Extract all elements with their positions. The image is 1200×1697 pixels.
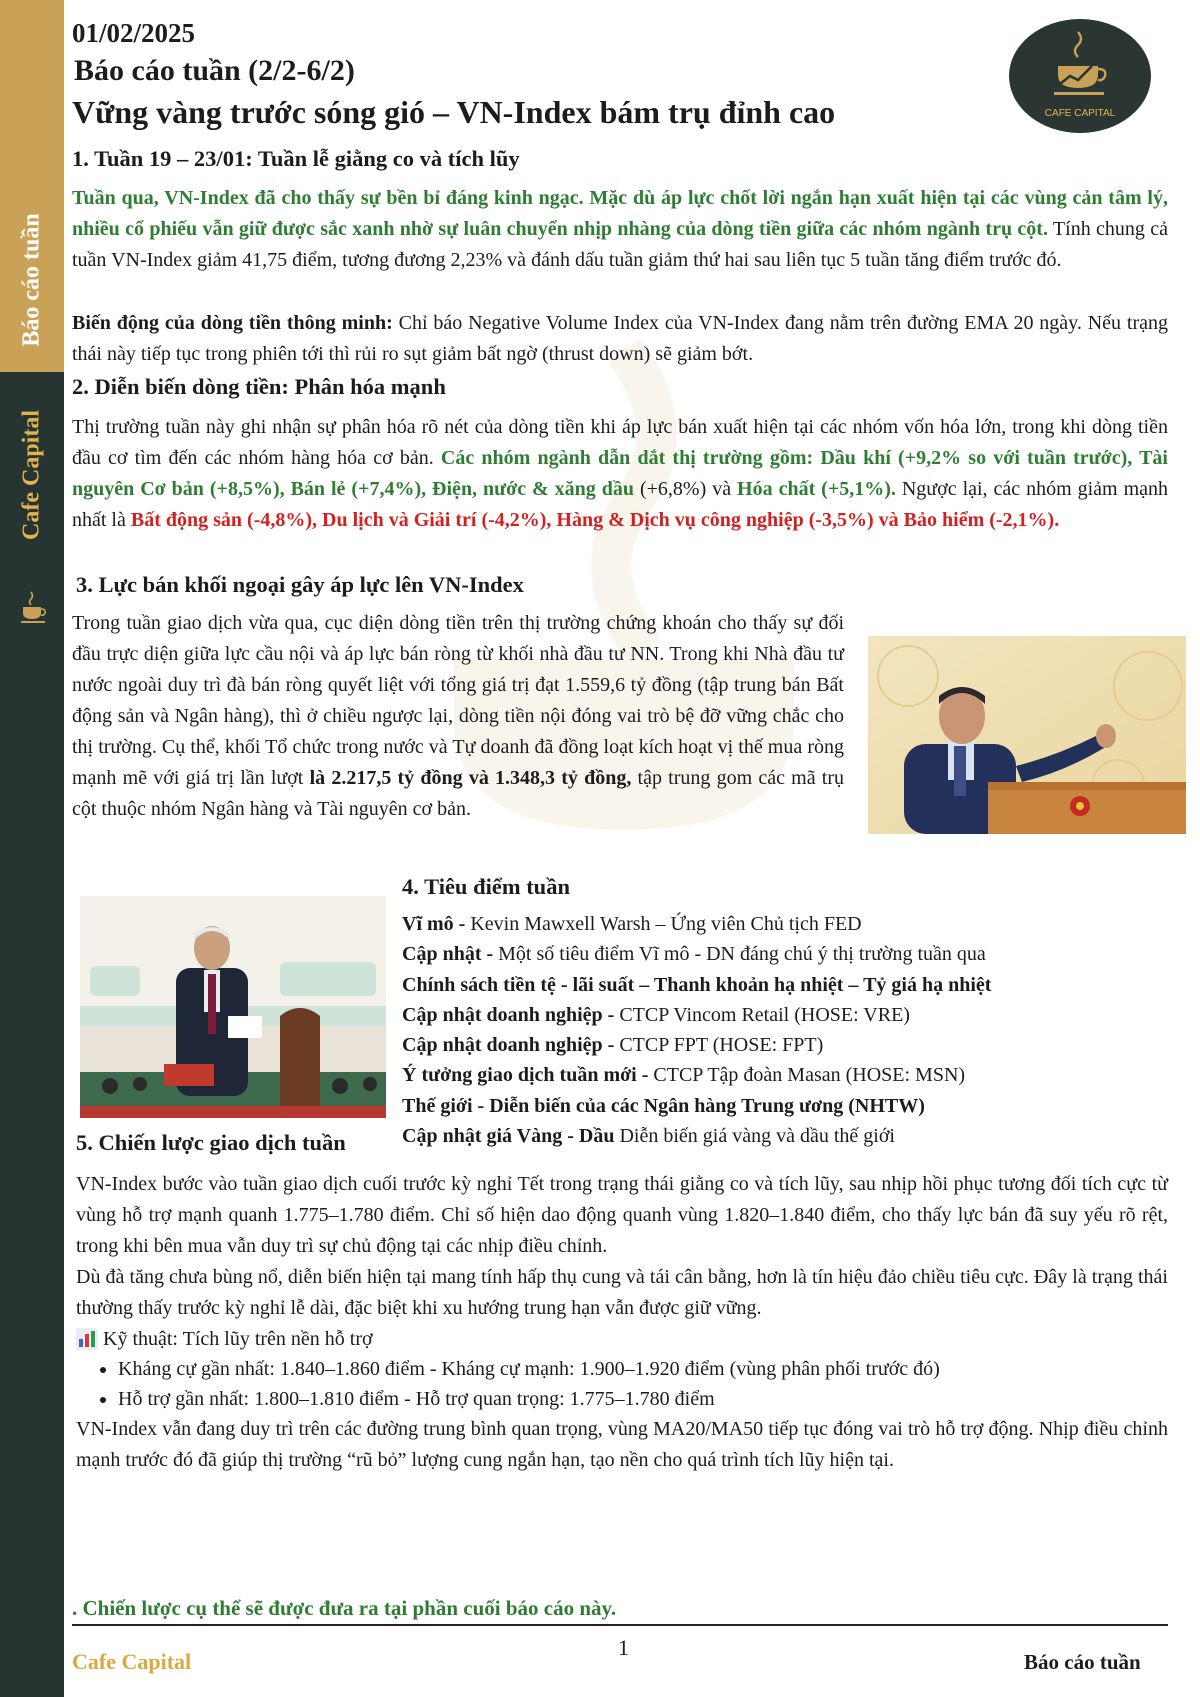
section2-text-3: Ngược lại, các nhóm giảm mạnh nhất là xyxy=(72,478,1169,531)
section1-highlight: Tuần qua, VN-Index đã cho thấy sự bền bỉ đáng kinh ngạc. Mặc dù áp lực chốt lời ngắn hạn xuất hiện tại các vùng cản tâm lý, nhiều cổ phiếu vẫn giữ được sắc xanh nhờ sự luân chuyển nhịp nhàng của dòng tiền giữa các nhóm ngành trụ cột. xyxy=(72,187,1168,240)
footer-report-label: Báo cáo tuần xyxy=(1024,1650,1141,1674)
section3-heading: 3. Lực bán khối ngoại gây áp lực lên VN-Index xyxy=(76,572,524,597)
photo-meeting-speaker xyxy=(80,896,386,1118)
support-levels: • Hỗ trợ gần nhất: 1.800–1.810 điểm - Hỗ trợ quan trọng: 1.775–1.780 điểm xyxy=(118,1384,1168,1414)
focus-item-monetary-policy: Chính sách tiền tệ - lãi suất – Thanh khoản hạ nhiệt – Tỷ giá hạ nhiệt xyxy=(402,973,992,996)
section2-text: Thị trường tuần này ghi nhận sự phân hóa rõ nét của dòng tiền khi áp lực bán xuất hiện tại các nhóm vốn hóa lớn, trong khi dòng tiền đầu cơ tìm đến các nhóm hàng hóa cơ bản. xyxy=(72,416,1168,469)
section3-paragraph xyxy=(72,608,844,825)
sidebar-label-brand: Cafe Capital xyxy=(18,410,45,540)
section2-heading: 2. Diễn biến dòng tiền: Phân hóa mạnh xyxy=(72,374,446,399)
section4-heading: 4. Tiêu điểm tuần xyxy=(402,874,570,899)
focus-item-msn: Ý tưởng giao dịch tuần mới - CTCP Tập đoàn Masan (HOSE: MSN) xyxy=(402,1064,966,1087)
section2-paragraph xyxy=(72,412,1168,536)
leading-sectors: Các nhóm ngành dẫn dắt thị trường gồm: Dầu khí (+9,2% so với tuần trước), Tài nguyên Cơ bản (+8,5%), Bán lẻ (+7,4%), Điện, nước & xăng dầu xyxy=(72,447,1168,500)
smart-money-label: Biến động của dòng tiền thông minh: xyxy=(72,312,393,334)
section1-paragraph2 xyxy=(72,308,1168,370)
resistance-levels: • Kháng cự gần nhất: 1.840–1.860 điểm - Kháng cự mạnh: 1.900–1.920 điểm (vùng phân phối trước đó) xyxy=(118,1354,1168,1384)
focus-item-update: Cập nhật - Một số tiêu điểm Vĩ mô - DN đáng chú ý thị trường tuần qua xyxy=(402,943,986,966)
section3-text: Trong tuần giao dịch vừa qua, cục diện dòng tiền trên thị trường chứng khoán cho thấy sự đối đầu trực diện giữa lực cầu nội và áp lực bán ròng từ khối nhà đầu tư NN. Trong khi Nhà đầu tư nước ngoài duy trì đà bán ròng quyết liệt với tổng giá trị đạt 1.559,6 tỷ đồng (tập trung bán Bất động sản và Ngân hàng), thì ở chiều ngược lại, dòng tiền nội đóng vai trò bệ đỡ vững chắc cho thị trường. Cụ thể, khối Tổ chức trong nước và Tự doanh đã đồng loạt kích hoạt vị thế mua ròng mạnh mẽ với giá trị lần lượt xyxy=(72,612,844,789)
smart-money-text: Chỉ báo Negative Volume Index của VN-Index đang nằm trên đường EMA 20 ngày. Nếu trạng thái này tiếp tục trong phiên tới thì rủi ro sụt giảm bất ngờ (thrust down) sẽ giảm bớt. xyxy=(72,312,1168,365)
technical-heading xyxy=(76,1324,1168,1354)
sidebar xyxy=(0,0,64,1697)
report-title: Báo cáo tuần (2/2-6/2) xyxy=(74,54,355,87)
focus-item-central-banks: Thế giới - Diễn biến của các Ngân hàng Trung ương (NHTW) xyxy=(402,1094,925,1117)
declining-sectors: Bất động sản (-4,8%), Du lịch và Giải trí (-4,2%), Hàng & Dịch vụ công nghiệp (-3,5%) và Bảo hiểm (-2,1%). xyxy=(130,509,1060,531)
focus-item-macro: Vĩ mô - Kevin Mawxell Warsh – Ứng viên Chủ tịch FED xyxy=(402,913,862,935)
section2-text-2: (+6,8%) và xyxy=(634,478,738,500)
technical-label: Kỹ thuật: Tích lũy trên nền hỗ trợ xyxy=(103,1328,373,1350)
report-date: 01/02/2025 xyxy=(72,18,196,48)
photo-speaker-podium xyxy=(868,636,1186,834)
section3-bold-values: là 2.217,5 tỷ đồng và 1.348,3 tỷ đồng, xyxy=(309,767,632,789)
section1-heading: 1. Tuần 19 – 23/01: Tuần lễ giằng co và tích lũy xyxy=(72,146,520,171)
bar-chart-icon xyxy=(76,1328,98,1350)
sidebar-label-report: Báo cáo tuần xyxy=(18,213,45,347)
focus-item-vre: Cập nhật doanh nghiệp - CTCP Vincom Retail (HOSE: VRE) xyxy=(402,1003,910,1026)
section5-heading: 5. Chiến lược giao dịch tuần xyxy=(76,1130,346,1155)
coffee-cup-icon xyxy=(18,590,48,626)
levels-list xyxy=(76,1354,1168,1414)
section1-paragraph1 xyxy=(72,183,1168,276)
section5-body xyxy=(76,1169,1168,1476)
focus-item-gold-oil: Cập nhật giá Vàng - Dầu Diễn biến giá vàng và dầu thế giới xyxy=(402,1125,895,1148)
section5-paragraph3: VN-Index vẫn đang duy trì trên các đường trung bình quan trọng, vùng MA20/MA50 tiếp tục đóng vai trò hỗ trợ động. Nhịp điều chỉnh mạnh trước đó đã giúp thị trường “rũ bỏ” lượng cung ngắn hạn, tạo nền cho quá trình tích lũy hiện tại. xyxy=(76,1418,1168,1471)
cafe-capital-logo xyxy=(1008,18,1152,134)
logo-text: CAFE CAPITAL xyxy=(1044,108,1116,119)
section5-paragraph1: VN-Index bước vào tuần giao dịch cuối trước kỳ nghỉ Tết trong trạng thái giằng co và tích lũy, sau nhịp hồi phục tương đối tích cực từ vùng hỗ trợ mạnh quanh 1.775–1.780 điểm. Chỉ số hiện dao động quanh vùng 1.820–1.840 điểm, cho thấy lực bán đã suy yếu rõ rệt, trong khi bên mua vẫn duy trì sự chủ động tại các nhịp điều chỉnh. xyxy=(76,1173,1168,1257)
focus-item-fpt: Cập nhật doanh nghiệp - CTCP FPT (HOSE: FPT) xyxy=(402,1034,824,1057)
page-number: 1 xyxy=(618,1635,629,1660)
closing-note: . Chiến lược cụ thể sẽ được đưa ra tại phần cuối báo cáo này. xyxy=(72,1596,617,1620)
focus-list xyxy=(402,909,991,1151)
section5-paragraph2: Dù đà tăng chưa bùng nổ, diễn biến hiện tại mang tính hấp thụ cung và tái cân bằng, hơn là tín hiệu đảo chiều tiêu cực. Đây là trạng thái thường thấy trước kỳ nghỉ lễ dài, đặc biệt khi xu hướng trung hạn vẫn được giữ vững. xyxy=(76,1266,1168,1319)
report-headline: Vững vàng trước sóng gió – VN-Index bám trụ đỉnh cao xyxy=(72,94,836,130)
section1-text: Tính chung cả tuần VN-Index giảm 41,75 điểm, tương đương 2,23% và đánh dấu tuần giảm thứ hai sau liên tục 5 tuần tăng điểm trước đó. xyxy=(72,218,1168,271)
leading-sector-chemicals: Hóa chất (+5,1%). xyxy=(737,478,896,500)
footer-divider xyxy=(72,1624,1168,1626)
footer-brand: Cafe Capital xyxy=(72,1649,192,1674)
report-page xyxy=(64,0,1200,1697)
section3-text-2: tập trung gom các mã trụ cột thuộc nhóm Ngân hàng và Tài nguyên cơ bản. xyxy=(72,767,845,820)
